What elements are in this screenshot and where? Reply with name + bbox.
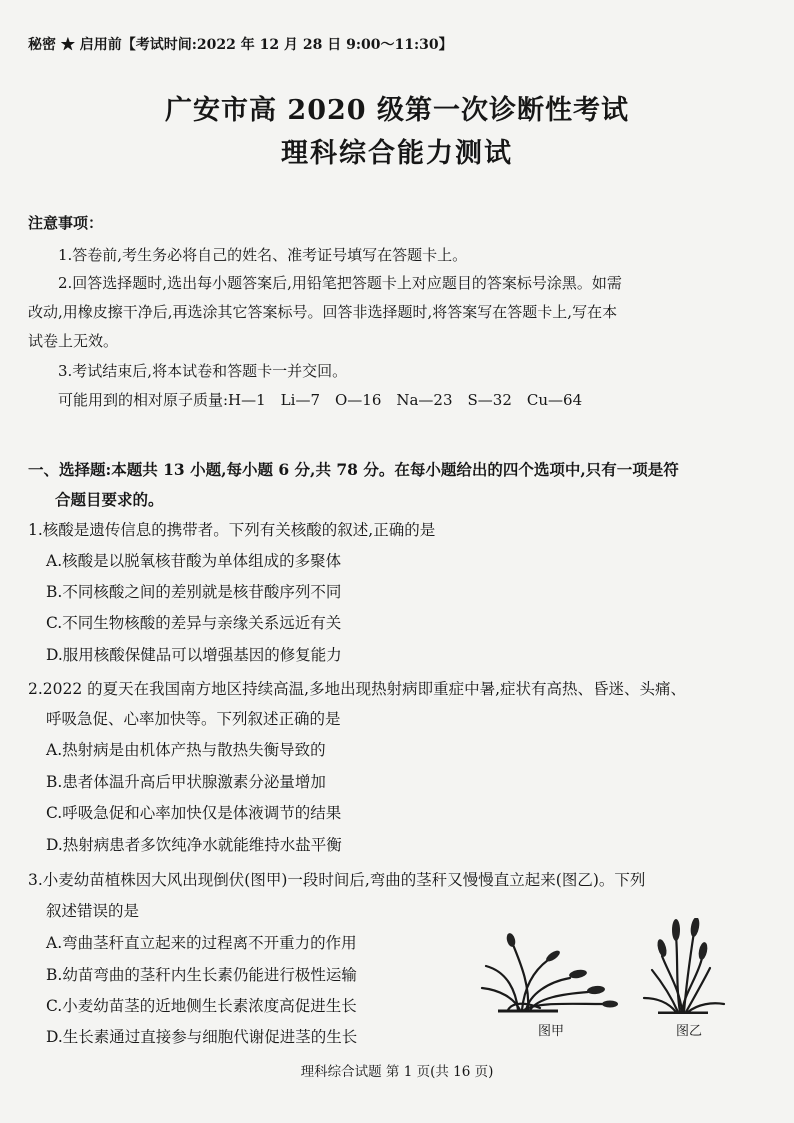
exam-subtitle: 理科综合能力测试 xyxy=(281,138,513,169)
question-2-option-b: B.患者体温升高后甲状腺激素分泌量增加 xyxy=(46,773,326,791)
question-1-stem: 1.核酸是遗传信息的携带者。下列有关核酸的叙述,正确的是 xyxy=(28,521,436,539)
note-item-2-line3: 试卷上无效。 xyxy=(28,332,119,350)
figure-yi-caption: 图乙 xyxy=(676,1024,703,1039)
question-3-option-b: B.幼苗弯曲的茎秆内生长素仍能进行极性运输 xyxy=(46,966,357,984)
question-2-option-d: D.热射病患者多饮纯净水就能维持水盐平衡 xyxy=(46,836,342,854)
question-3-option-c: C.小麦幼苗茎的近地侧生长素浓度高促进生长 xyxy=(46,997,357,1015)
question-3-option-d: D.生长素通过直接参与细胞代谢促进茎的生长 xyxy=(46,1028,358,1046)
figure-jia-caption: 图甲 xyxy=(538,1024,565,1039)
question-1-option-a: A.核酸是以脱氧核苷酸为单体组成的多聚体 xyxy=(46,552,342,570)
confidential-time-line: 秘密 ★ 启用前【考试时间:2022 年 12 月 28 日 9:00～11:30】 xyxy=(28,37,453,53)
question-2-stem-line2: 呼吸急促、心率加快等。下列叙述正确的是 xyxy=(46,710,341,728)
note-item-2-line1: 2.回答选择题时,选出每小题答案后,用铅笔把答题卡上对应题目的答案标号涂黑。如需 xyxy=(58,274,622,292)
figure-jia-lodged-wheat-illustration xyxy=(478,932,618,1014)
notes-heading: 注意事项： xyxy=(28,214,104,232)
note-item-1: 1.答卷前,考生务必将自己的姓名、准考证号填写在答题卡上。 xyxy=(58,246,468,264)
page-footer: 理科综合试题 第 1 页(共 16 页) xyxy=(300,1064,494,1080)
question-3-stem-line2: 叙述错误的是 xyxy=(46,902,140,920)
question-2-option-a: A.热射病是由机体产热与散热失衡导致的 xyxy=(46,741,326,759)
question-2-option-c: C.呼吸急促和心率加快仅是体液调节的结果 xyxy=(46,804,342,822)
question-1-option-d: D.服用核酸保健品可以增强基因的修复能力 xyxy=(46,646,342,664)
note-item-2-line2: 改动,用橡皮擦干净后,再选涂其它答案标号。回答非选择题时,将答案写在答题卡上,写在本 xyxy=(28,303,618,321)
question-3-stem-line1: 3.小麦幼苗植株因大风出现倒伏(图甲)一段时间后,弯曲的茎秆又慢慢直立起来(图乙)。下列 xyxy=(28,871,646,889)
question-3-option-a: A.弯曲茎秆直立起来的过程离不开重力的作用 xyxy=(46,934,357,952)
note-item-3: 3.考试结束后,将本试卷和答题卡一并交回。 xyxy=(58,362,348,380)
question-1-option-c: C.不同生物核酸的差异与亲缘关系远近有关 xyxy=(46,614,342,632)
exam-title: 广安市高 2020 级第一次诊断性考试 xyxy=(165,95,629,126)
atomic-masses: 可能用到的相对原子质量:H—1 Li—7 O—16 Na—23 S—32 Cu—64 xyxy=(58,391,583,409)
question-1-option-b: B.不同核酸之间的差别就是核苷酸序列不同 xyxy=(46,583,342,601)
question-2-stem-line1: 2.2022 的夏天在我国南方地区持续高温,多地出现热射病即重症中暑,症状有高热、昏迷、头痛、 xyxy=(28,680,687,698)
section-heading-line1: 一、选择题:本题共 13 小题,每小题 6 分,共 78 分。在每小题给出的四个选项中,只有一项是符 xyxy=(28,460,679,479)
figure-yi-upright-wheat-illustration xyxy=(638,918,728,1014)
section-heading-line2: 合题目要求的。 xyxy=(55,490,164,509)
